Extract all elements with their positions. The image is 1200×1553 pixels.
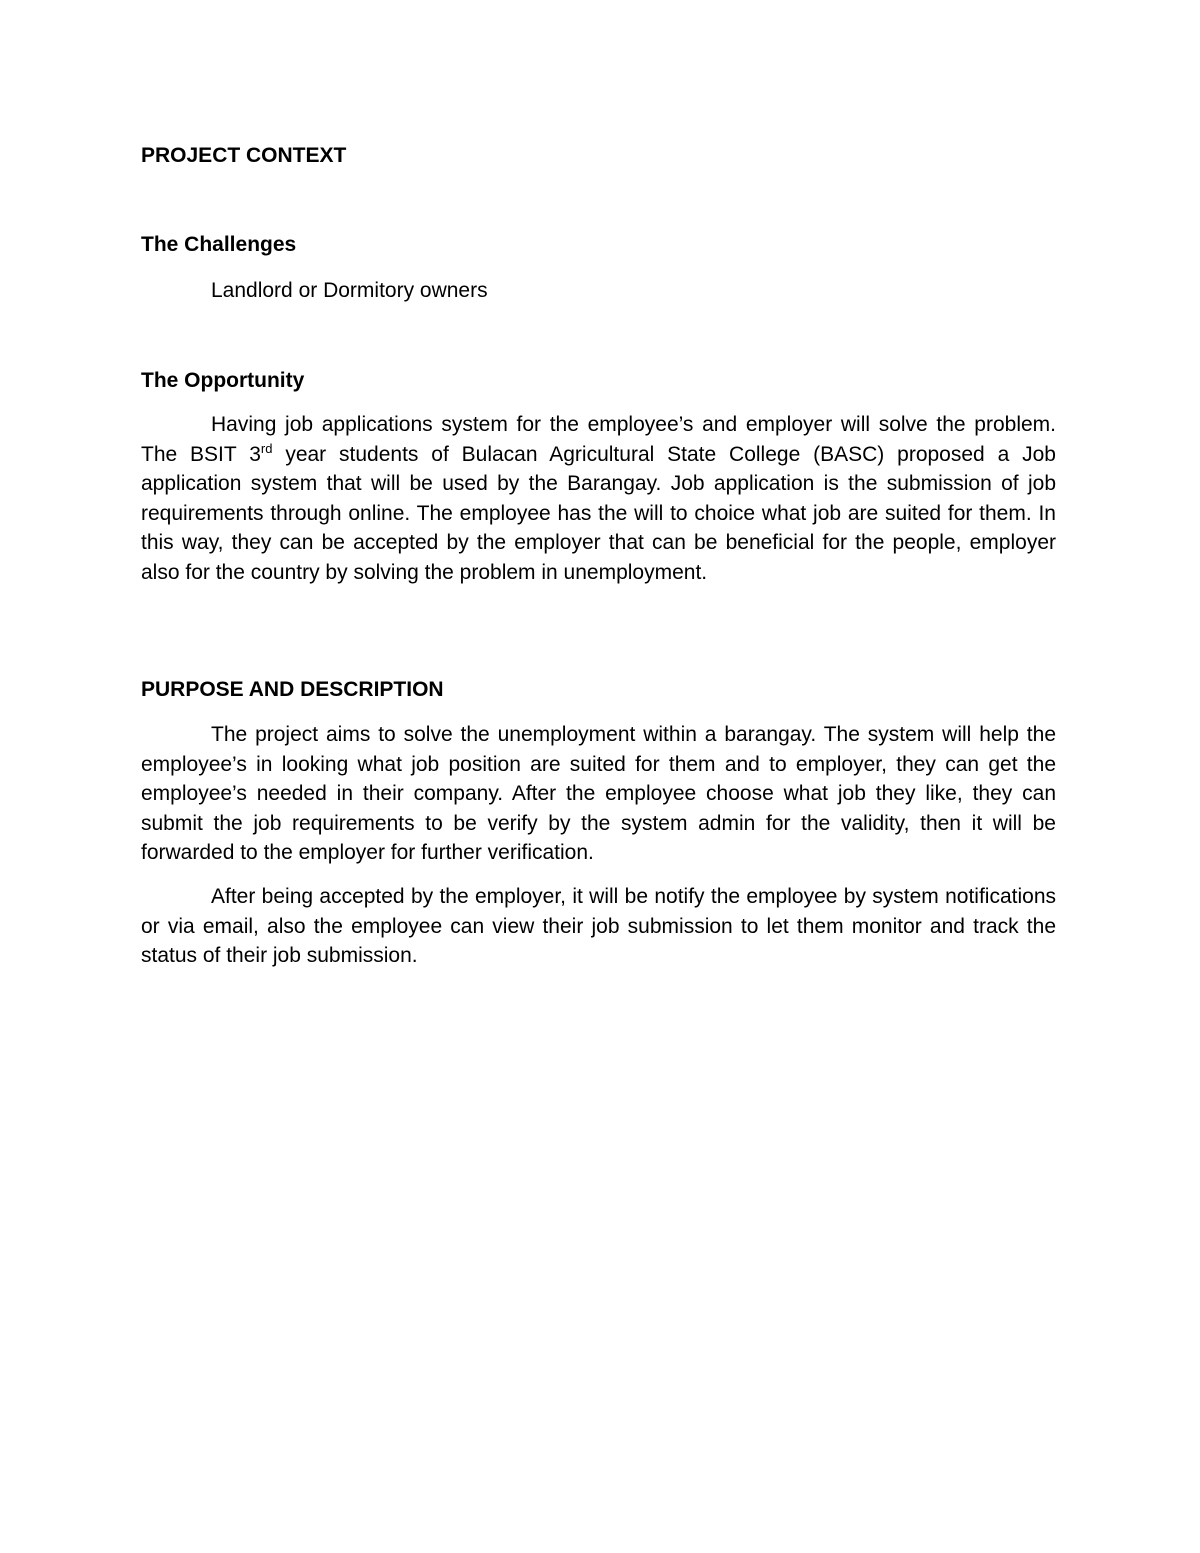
challenges-heading: The Challenges [141, 233, 297, 256]
opportunity-heading: The Opportunity [141, 369, 305, 392]
purpose-heading: PURPOSE AND DESCRIPTION [141, 678, 444, 701]
purpose-paragraph-2: After being accepted by the employer, it will be notify the employee by system notifications or via email, also the employee can view their job submission to let them monitor and track the status of their job submission. [141, 885, 1056, 967]
opportunity-paragraph [141, 410, 1056, 587]
ordinal-suffix: rd [260, 440, 273, 456]
purpose-paragraph-1: The project aims to solve the unemployment within a barangay. The system will help the employee’s in looking what job position are suited for them and to employer, they can get the employee’s needed in their company. After the employee choose what job they like, they can submit the job requirements to be verify by the system admin for the validity, then it will be forwarded to the employer for further verification. [141, 723, 1056, 864]
opportunity-text-part1: Having job applications system for the employee’s and employer will solve the problem. The BSIT 3 [141, 413, 1056, 466]
challenges-text: Landlord or Dormitory owners [211, 279, 488, 302]
project-context-heading: PROJECT CONTEXT [141, 144, 347, 167]
opportunity-text-part2: year students of Bulacan Agricultural State College (BASC) proposed a Job application system that will be used by the Barangay. Job application is the submission of job requirements through online. The employee has the will to choice what job are suited for them. In this way, they can be accepted by the employer that can be beneficial for the people, employer also for the country by solving the problem in unemployment. [141, 442, 1056, 584]
